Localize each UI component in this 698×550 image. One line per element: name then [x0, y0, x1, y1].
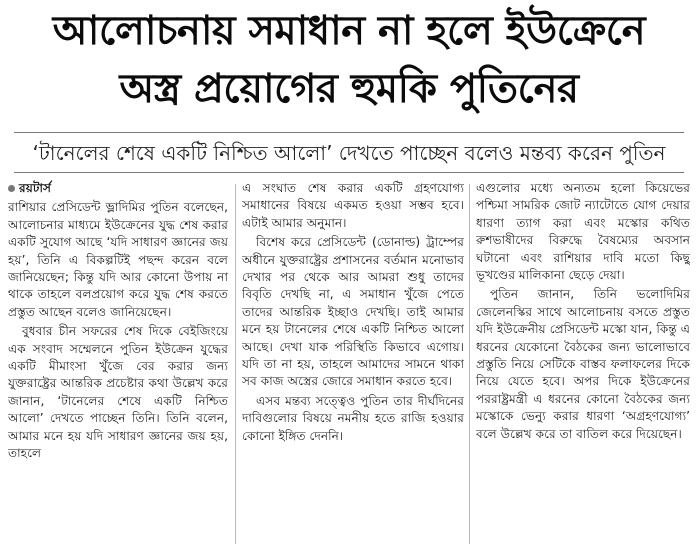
subheadline-bottom-rule: [14, 172, 684, 173]
article-column-3: [476, 180, 690, 548]
paragraph: পুতিন জানান, তিনি ভলোদিমির জেলেনস্কির সাথে আলোচনায় বসতে প্রস্তুত যদি ইউক্রেনীয় প্রেসিডেন্ট মস্কো যান, কিন্তু এ ধরনের যেকোনো বৈঠকের জন্য ভালোভাবে প্রস্তুতি নিয়ে সেটিকে বাস্তব ফলাফলের দিকে নিয়ে যেতে হবে। অপর দিকে ইউক্রেনের পররাষ্ট্রমন্ত্রী এ ধরনের কোনো বৈঠকের জন্য মস্কোকে ভেন্যু করার ধারণা ‘অগ্রহণযোগ্য’ বলে উল্লেখ করে তা বাতিল করে দিয়েছেন।: [476, 287, 690, 441]
headline-line-2: অস্ত্র প্রয়োগের হুমকি পুতিনের: [119, 66, 579, 112]
paragraph: এ সংঘাত শেষ করার একটি গ্রহণযোগ্য সমাধানের বিষয়ে একমত হওয়া সম্ভব হবে। এটাই আমার অনুমান।: [242, 181, 464, 230]
byline-text: রয়টার্স: [19, 181, 52, 195]
byline: [8, 180, 228, 197]
article-column-1: [8, 180, 228, 548]
paragraph: বিশেষ করে প্রেসিডেন্ট (ডোনাল্ড) ট্রাম্পের অধীনে যুক্তরাষ্ট্রের প্রশাসনের বর্তমান মনোভাব দেখার পর থেকে আর আমরা শুধু তাদের বিবৃতি দেখছি না, এ সমাধান খুঁজে পেতে তাদের আন্তরিক ইচ্ছাও দেখছি। তাই আমার মনে হয় টানেলের শেষে একটি নিশ্চিত আলো আছে। দেখা যাক পরিস্থিতি কিভাবে এগোয়। যদি তা না হয়, তাহলে আমাদের সামনে থাকা সব কাজ অস্ত্রের জোরে সমাধান করতে হবে।: [242, 235, 464, 389]
subheadline-top-rule: [14, 132, 684, 133]
paragraph: বুধবার চীন সফরের শেষ দিকে বেইজিংয়ে এক সংবাদ সম্মেলনে পুতিন ইউক্রেন যুদ্ধের একটি মীমাংসা খুঁজে বের করার জন্য যুক্তরাষ্ট্রের আন্তরিক প্রচেষ্টার কথা উল্লেখ করে জানান, ‘টানেলের শেষে একটি নিশ্চিত আলো’ দেখতে পাচ্ছেন তিনি। তিনি বলেন, আমার মনে হয় যদি সাধারণ জ্ঞানের জয় হয়, তাহলে: [8, 324, 228, 461]
article-column-2: [242, 180, 464, 548]
paragraph: এসব মন্তব্য সত্ত্বেও পুতিন তার দীর্ঘদিনের দাবিগুলোর বিষয়ে নমনীয় হতে রাজি হওয়ার কোনো ইঙ্গিত দেননি।: [242, 393, 464, 443]
column-divider-1: [235, 184, 236, 544]
headline-line-1: আলোচনায় সমাধান না হলে ইউক্রেনে: [52, 8, 646, 54]
column-divider-2: [469, 184, 470, 544]
subheadline: ‘টানেলের শেষে একটি নিশ্চিত আলো’ দেখতে পাচ্ছেন বলেও মন্তব্য করেন পুতিন: [32, 141, 666, 165]
paragraph: রাশিয়ার প্রেসিডেন্ট ভ্লাদিমির পুতিন বলেছেন, আলোচনার মাধ্যমে ইউক্রেনের যুদ্ধ শেষ করার একটি সুযোগ আছে ‘যদি সাধারণ জ্ঞানের জয় হয়’, তিনি এ বিকল্পটিই পছন্দ করেন বলে জানিয়েছেন; কিন্তু যদি আর কোনো উপায় না থাকে তাহলে বলপ্রয়োগ করে যুদ্ধ শেষ করতে প্রস্তুত আছেন বলেও জানিয়েছেন।: [8, 200, 228, 319]
bullet-icon: [8, 185, 15, 192]
paragraph: এগুলোর মধ্যে অন্যতম হলো কিয়েভের পশ্চিমা সামরিক জোট ন্যাটোতে যোগ দেয়ার ধারণা ত্যাগ করা এবং মস্কোর কথিত রুশভাষীদের বিরুদ্ধে বৈষম্যের অবসান ঘটানো এবং রাশিয়ার দাবি মতো কিছু ভূখণ্ডের মালিকানা ছেড়ে দেয়া।: [476, 181, 690, 283]
